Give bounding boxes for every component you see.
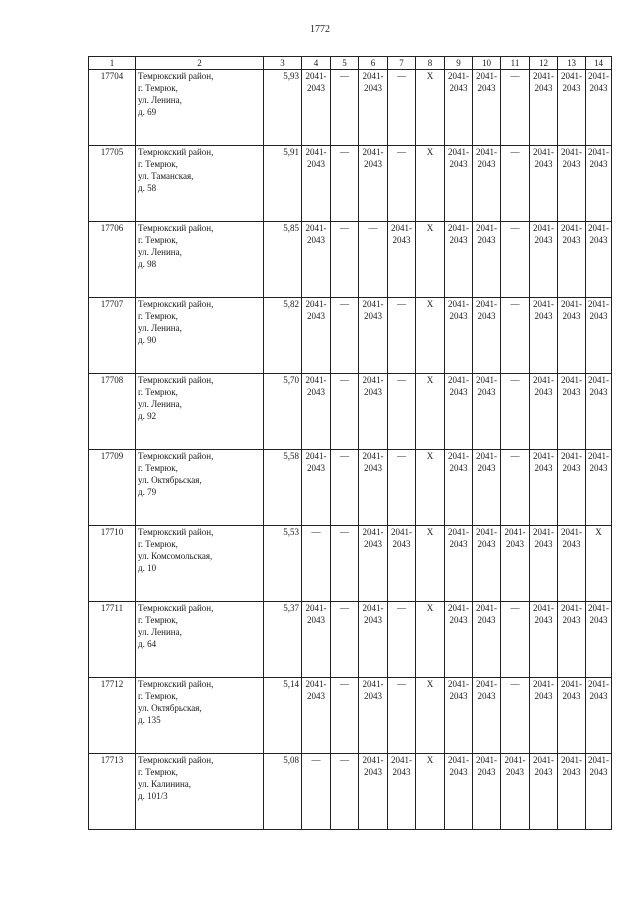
period-cell: 2041- 2043: [302, 146, 331, 222]
period-cell: 2041- 2043: [473, 450, 501, 526]
row-area: 5,85: [264, 222, 302, 298]
period-cell: —: [388, 298, 416, 374]
period-cell: —: [331, 374, 359, 450]
period-cell: 2041- 2043: [445, 450, 473, 526]
row-address: Темрюкский район, г. Темрюк, ул. Комсомольская, д. 10: [136, 526, 264, 602]
row-address: Темрюкский район, г. Темрюк, ул. Ленина, д. 64: [136, 602, 264, 678]
period-cell: 2041- 2043: [473, 374, 501, 450]
table-row: [89, 450, 612, 526]
column-header: 4: [302, 57, 331, 70]
table-row: [89, 526, 612, 602]
row-number: 17709: [89, 450, 136, 526]
period-cell: 2041- 2043: [558, 374, 586, 450]
period-cell: —: [331, 298, 359, 374]
column-header: 1: [89, 57, 136, 70]
period-cell: 2041- 2043: [530, 526, 558, 602]
row-address: Темрюкский район, г. Темрюк, ул. Ленина, д. 69: [136, 70, 264, 146]
period-cell: —: [331, 70, 359, 146]
period-cell: 2041- 2043: [445, 146, 473, 222]
period-cell: 2041- 2043: [473, 526, 501, 602]
header-row: [89, 57, 612, 70]
period-cell: —: [388, 450, 416, 526]
period-cell: 2041- 2043: [530, 754, 558, 830]
row-area: 5,37: [264, 602, 302, 678]
period-cell: 2041- 2043: [530, 678, 558, 754]
period-cell: 2041- 2043: [530, 374, 558, 450]
period-cell: 2041- 2043: [586, 222, 612, 298]
period-cell: —: [501, 602, 530, 678]
period-cell: —: [302, 754, 331, 830]
period-cell: 2041- 2043: [473, 678, 501, 754]
column-header: 14: [586, 57, 612, 70]
period-cell: X: [416, 450, 445, 526]
period-cell: 2041- 2043: [558, 298, 586, 374]
column-header: 12: [530, 57, 558, 70]
period-cell: 2041- 2043: [586, 70, 612, 146]
period-cell: 2041- 2043: [359, 70, 388, 146]
period-cell: 2041- 2043: [558, 678, 586, 754]
period-cell: 2041- 2043: [558, 602, 586, 678]
period-cell: —: [331, 146, 359, 222]
row-number: 17712: [89, 678, 136, 754]
row-area: 5,93: [264, 70, 302, 146]
period-cell: 2041- 2043: [445, 70, 473, 146]
period-cell: X: [416, 298, 445, 374]
period-cell: 2041- 2043: [359, 526, 388, 602]
period-cell: X: [416, 374, 445, 450]
period-cell: 2041- 2043: [473, 602, 501, 678]
period-cell: 2041- 2043: [445, 602, 473, 678]
period-cell: 2041- 2043: [501, 754, 530, 830]
column-header: 7: [388, 57, 416, 70]
period-cell: 2041- 2043: [302, 678, 331, 754]
period-cell: 2041- 2043: [473, 222, 501, 298]
period-cell: 2041- 2043: [530, 450, 558, 526]
row-number: 17711: [89, 602, 136, 678]
table-row: [89, 146, 612, 222]
period-cell: —: [501, 70, 530, 146]
period-cell: 2041- 2043: [530, 298, 558, 374]
row-address: Темрюкский район, г. Темрюк, ул. Ленина, д. 92: [136, 374, 264, 450]
period-cell: 2041- 2043: [586, 754, 612, 830]
period-cell: X: [416, 602, 445, 678]
period-cell: 2041- 2043: [302, 602, 331, 678]
table-row: [89, 70, 612, 146]
period-cell: 2041- 2043: [473, 754, 501, 830]
period-cell: 2041- 2043: [359, 754, 388, 830]
row-address: Темрюкский район, г. Темрюк, ул. Ленина, д. 98: [136, 222, 264, 298]
period-cell: 2041- 2043: [558, 70, 586, 146]
period-cell: —: [388, 146, 416, 222]
row-address: Темрюкский район, г. Темрюк, ул. Калинина, д. 101/3: [136, 754, 264, 830]
period-cell: 2041- 2043: [586, 450, 612, 526]
period-cell: 2041- 2043: [558, 450, 586, 526]
row-number: 17708: [89, 374, 136, 450]
table-row: [89, 298, 612, 374]
period-cell: X: [416, 222, 445, 298]
period-cell: X: [416, 70, 445, 146]
period-cell: 2041- 2043: [445, 678, 473, 754]
period-cell: 2041- 2043: [473, 298, 501, 374]
period-cell: 2041- 2043: [445, 298, 473, 374]
row-address: Темрюкский район, г. Темрюк, ул. Октябрьская, д. 79: [136, 450, 264, 526]
period-cell: —: [501, 450, 530, 526]
period-cell: 2041- 2043: [530, 146, 558, 222]
period-cell: 2041- 2043: [445, 754, 473, 830]
period-cell: —: [388, 678, 416, 754]
period-cell: 2041- 2043: [388, 754, 416, 830]
period-cell: 2041- 2043: [586, 374, 612, 450]
period-cell: 2041- 2043: [445, 222, 473, 298]
period-cell: 2041- 2043: [530, 222, 558, 298]
row-area: 5,70: [264, 374, 302, 450]
period-cell: —: [359, 222, 388, 298]
row-number: 17706: [89, 222, 136, 298]
period-cell: —: [331, 678, 359, 754]
period-cell: X: [416, 526, 445, 602]
period-cell: 2041- 2043: [388, 526, 416, 602]
period-cell: 2041- 2043: [473, 70, 501, 146]
period-cell: —: [331, 450, 359, 526]
period-cell: 2041- 2043: [558, 754, 586, 830]
period-cell: 2041- 2043: [359, 298, 388, 374]
period-cell: 2041- 2043: [530, 70, 558, 146]
row-area: 5,82: [264, 298, 302, 374]
period-cell: —: [388, 70, 416, 146]
row-area: 5,58: [264, 450, 302, 526]
column-header: 3: [264, 57, 302, 70]
register-table: [88, 56, 612, 830]
period-cell: —: [501, 374, 530, 450]
period-cell: X: [416, 678, 445, 754]
period-cell: 2041- 2043: [473, 146, 501, 222]
row-number: 17705: [89, 146, 136, 222]
period-cell: —: [331, 754, 359, 830]
period-cell: 2041- 2043: [530, 602, 558, 678]
row-address: Темрюкский район, г. Темрюк, ул. Октябрьская, д. 135: [136, 678, 264, 754]
period-cell: —: [331, 602, 359, 678]
period-cell: 2041- 2043: [501, 526, 530, 602]
table-row: [89, 222, 612, 298]
period-cell: 2041- 2043: [558, 222, 586, 298]
period-cell: 2041- 2043: [586, 602, 612, 678]
period-cell: 2041- 2043: [586, 146, 612, 222]
period-cell: 2041- 2043: [302, 222, 331, 298]
period-cell: —: [302, 526, 331, 602]
table-row: [89, 754, 612, 830]
row-address: Темрюкский район, г. Темрюк, ул. Ленина, д. 90: [136, 298, 264, 374]
period-cell: —: [331, 222, 359, 298]
period-cell: 2041- 2043: [359, 450, 388, 526]
row-number: 17713: [89, 754, 136, 830]
period-cell: 2041- 2043: [302, 374, 331, 450]
period-cell: —: [501, 146, 530, 222]
row-number: 17710: [89, 526, 136, 602]
period-cell: X: [416, 146, 445, 222]
row-address: Темрюкский район, г. Темрюк, ул. Таманская, д. 58: [136, 146, 264, 222]
table-row: [89, 374, 612, 450]
period-cell: 2041- 2043: [359, 146, 388, 222]
period-cell: 2041- 2043: [445, 526, 473, 602]
period-cell: X: [586, 526, 612, 602]
period-cell: 2041- 2043: [359, 374, 388, 450]
period-cell: 2041- 2043: [586, 298, 612, 374]
row-area: 5,53: [264, 526, 302, 602]
row-area: 5,08: [264, 754, 302, 830]
period-cell: X: [416, 754, 445, 830]
period-cell: —: [501, 678, 530, 754]
column-header: 5: [331, 57, 359, 70]
period-cell: —: [388, 602, 416, 678]
period-cell: —: [388, 374, 416, 450]
period-cell: 2041- 2043: [558, 526, 586, 602]
row-area: 5,91: [264, 146, 302, 222]
column-header: 11: [501, 57, 530, 70]
period-cell: 2041- 2043: [302, 450, 331, 526]
table-row: [89, 602, 612, 678]
period-cell: 2041- 2043: [388, 222, 416, 298]
column-header: 9: [445, 57, 473, 70]
period-cell: 2041- 2043: [359, 602, 388, 678]
column-header: 8: [416, 57, 445, 70]
row-number: 17704: [89, 70, 136, 146]
column-header: 6: [359, 57, 388, 70]
period-cell: 2041- 2043: [558, 146, 586, 222]
column-header: 13: [558, 57, 586, 70]
period-cell: —: [331, 526, 359, 602]
period-cell: 2041- 2043: [445, 374, 473, 450]
page-number: 1772: [310, 24, 330, 35]
row-number: 17707: [89, 298, 136, 374]
column-header: 2: [136, 57, 264, 70]
period-cell: 2041- 2043: [302, 70, 331, 146]
period-cell: 2041- 2043: [359, 678, 388, 754]
table-row: [89, 678, 612, 754]
column-header: 10: [473, 57, 501, 70]
period-cell: 2041- 2043: [586, 678, 612, 754]
row-area: 5,14: [264, 678, 302, 754]
period-cell: 2041- 2043: [302, 298, 331, 374]
period-cell: —: [501, 222, 530, 298]
period-cell: —: [501, 298, 530, 374]
